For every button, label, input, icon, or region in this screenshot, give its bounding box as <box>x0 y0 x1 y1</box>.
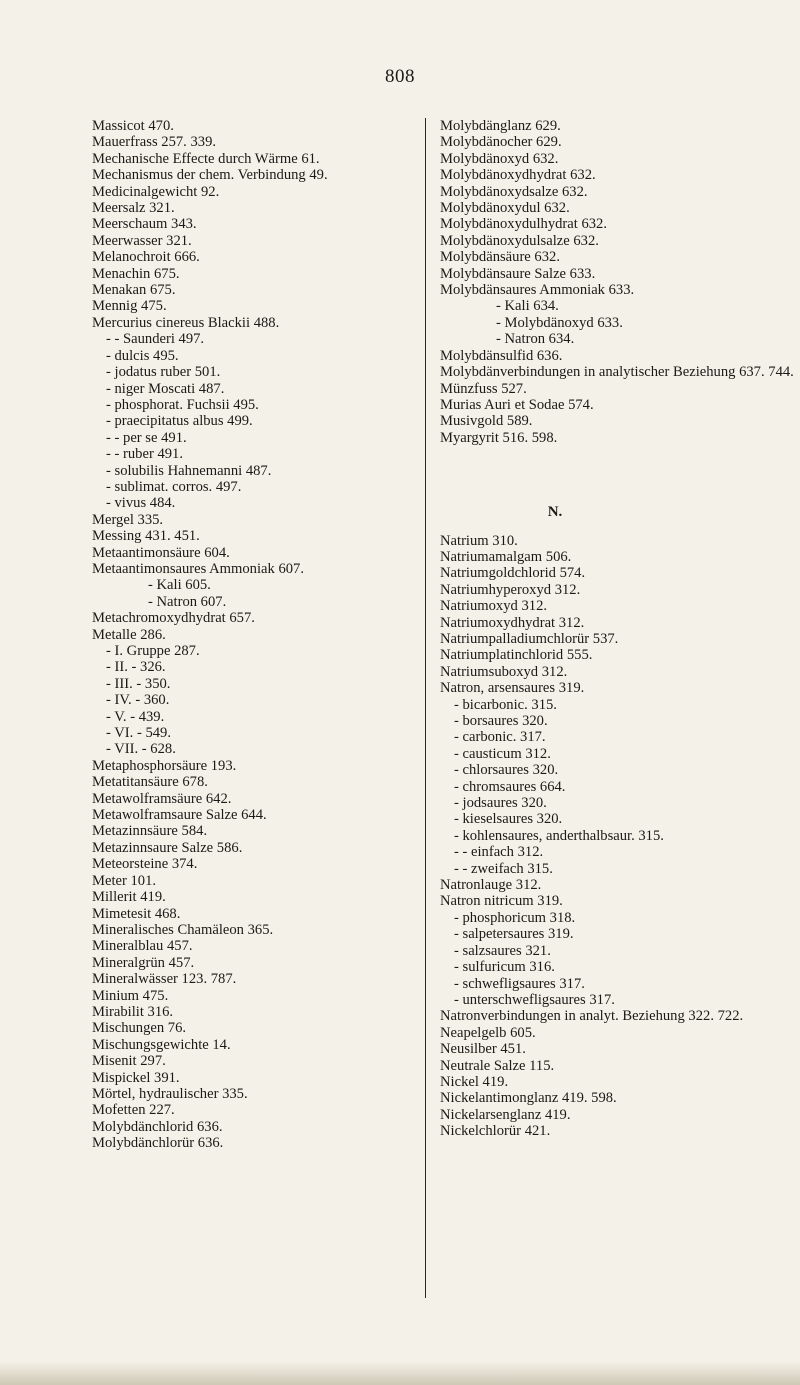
index-column-right <box>440 118 800 1140</box>
index-entry: - kohlensaures, anderthalbsaur. 315. <box>454 827 664 844</box>
index-entry: Metazinnsaure Salze 586. <box>92 839 243 856</box>
page-edge-shadow <box>0 1361 800 1385</box>
index-entry: Murias Auri et Sodae 574. <box>440 396 594 413</box>
index-entry: Nickelarsenglanz 419. <box>440 1106 571 1123</box>
index-entry: - - einfach 312. <box>454 844 544 861</box>
index-entry: - causticum 312. <box>454 745 551 762</box>
index-entry: Molybdänoxydhydrat 632. <box>440 167 596 184</box>
index-entry: Molybdänchlorür 636. <box>92 1135 224 1152</box>
index-entry: Metalle 286. <box>92 626 166 643</box>
index-entry: - - zweifach 315. <box>454 860 553 877</box>
index-entry: Natron, arsensaures 319. <box>440 680 585 697</box>
index-entry: Natriumsuboxyd 312. <box>440 663 568 680</box>
index-entry: Natriumoxydhydrat 312. <box>440 614 585 631</box>
index-entry: Natriumhyperoxyd 312. <box>440 581 581 598</box>
index-section-n <box>440 533 800 1140</box>
index-entry: - III. - 350. <box>106 675 171 692</box>
index-entry: - salpetersaures 319. <box>454 926 574 943</box>
index-column-left <box>92 118 414 1152</box>
index-entry: Metaantimonsaures Ammoniak 607. <box>92 560 304 577</box>
index-entry: - carbonic. 317. <box>454 729 546 746</box>
index-entry: Mergel 335. <box>92 511 164 528</box>
index-entry: - schwefligsaures 317. <box>454 975 585 992</box>
index-entry: Molybdänoxyd 632. <box>440 150 559 167</box>
index-entry: Mirabilit 316. <box>92 1003 174 1020</box>
index-entry: Mauerfrass 257. 339. <box>92 134 217 151</box>
index-entry: Meter 101. <box>92 872 157 889</box>
index-entry: Mischungen 76. <box>92 1020 187 1037</box>
index-entry: - I. Gruppe 287. <box>106 643 200 659</box>
index-entry: - jodsaures 320. <box>454 795 547 812</box>
index-entry: Mechanismus der chem. Verbindung 49. <box>92 167 328 184</box>
index-entry: Natriumplatinchlorid 555. <box>440 647 593 664</box>
index-entry: Molybdänsäure 632. <box>440 249 560 266</box>
index-entry: Mörtel, hydraulischer 335. <box>92 1085 248 1102</box>
index-entry: Münzfuss 527. <box>440 380 527 397</box>
index-entry: - Natron 607. <box>148 593 227 610</box>
index-entry: Molybdänsaure Salze 633. <box>440 265 596 282</box>
index-entry: Natriumgoldchlorid 574. <box>440 565 586 582</box>
index-entry: Mischungsgewichte 14. <box>92 1036 231 1053</box>
index-entry: - Natron 634. <box>496 331 575 348</box>
index-entry: Metaantimonsäure 604. <box>92 544 230 561</box>
index-entry: - IV. - 360. <box>106 692 170 709</box>
index-entry: Mineralwässer 123. 787. <box>92 971 237 988</box>
index-entry: - bicarbonic. 315. <box>454 696 557 713</box>
index-entry: Medicinalgewicht 92. <box>92 183 220 200</box>
index-entry: - sublimat. corros. 497. <box>106 478 242 495</box>
index-entry: Mechanische Effecte durch Wärme 61. <box>92 150 320 167</box>
index-entry: Mineralblau 457. <box>92 938 193 955</box>
index-entry: Mennig 475. <box>92 298 167 315</box>
index-entry: Meerschaum 343. <box>92 216 197 233</box>
index-entry: - salzsaures 321. <box>454 942 551 959</box>
index-entry: Natriumoxyd 312. <box>440 598 548 615</box>
index-entry: Metawolframsaure Salze 644. <box>92 807 267 824</box>
index-entry: - Molybdänoxyd 633. <box>496 314 623 331</box>
index-entry: - II. - 326. <box>106 659 166 676</box>
page-number: 808 <box>385 66 415 87</box>
index-entry: Mimetesit 468. <box>92 905 181 922</box>
index-entry: Millerit 419. <box>92 889 166 906</box>
index-entry: Nickel 419. <box>440 1073 509 1090</box>
column-divider <box>425 118 426 1298</box>
index-entry: Menachin 675. <box>92 265 180 282</box>
index-entry: Meteorsteine 374. <box>92 856 198 873</box>
index-entry: Metawolframsäure 642. <box>92 790 232 807</box>
index-entry: Nickelchlorür 421. <box>440 1123 551 1140</box>
index-entry: - kieselsaures 320. <box>454 811 563 828</box>
index-entry: Molybdänoxydulsalze 632. <box>440 232 599 249</box>
index-entry: Musivgold 589. <box>440 413 533 430</box>
index-entry: Metazinnsäure 584. <box>92 823 208 840</box>
index-entry: Mispickel 391. <box>92 1069 180 1086</box>
index-entry: - chlorsaures 320. <box>454 762 559 779</box>
index-entry: Molybdänchlorid 636. <box>92 1118 223 1135</box>
index-entry: Molybdänverbindungen in analytischer Beziehung 637. 744. <box>440 364 794 381</box>
section-heading-n: N. <box>547 504 563 521</box>
index-section-m <box>440 118 800 446</box>
index-entry: Mercurius cinereus Blackii 488. <box>92 314 280 331</box>
index-entry: - borsaures 320. <box>454 713 548 729</box>
index-entry: - VII. - 628. <box>106 741 176 758</box>
index-entry: Natriumamalgam 506. <box>440 548 572 565</box>
index-entry: - praecipitatus albus 499. <box>106 413 253 430</box>
index-entry: Neapelgelb 605. <box>440 1024 536 1041</box>
index-entry: Meerwasser 321. <box>92 232 192 249</box>
index-entry: Melanochroit 666. <box>92 249 200 266</box>
index-entry: Molybdänoxydsalze 632. <box>440 183 588 200</box>
index-entry: - solubilis Hahnemanni 487. <box>106 462 272 479</box>
index-entry: Neutrale Salze 115. <box>440 1057 555 1074</box>
index-entry: - Kali 605. <box>148 577 211 594</box>
index-entry: - dulcis 495. <box>106 347 179 364</box>
index-entry: - phosphorat. Fuchsii 495. <box>106 396 259 413</box>
index-entry: Myargyrit 516. 598. <box>440 429 558 446</box>
index-entry: Metachromoxydhydrat 657. <box>92 610 255 627</box>
index-entry: Nickelantimonglanz 419. 598. <box>440 1090 617 1107</box>
index-entry: Neusilber 451. <box>440 1041 526 1058</box>
index-entry: Molybdänsulfid 636. <box>440 347 563 364</box>
index-entry: - Kali 634. <box>496 298 559 315</box>
index-entry: Natronverbindungen in analyt. Beziehung 322. 722. <box>440 1008 744 1025</box>
index-entry: Natrium 310. <box>440 532 518 549</box>
index-entry: Molybdänoxydulhydrat 632. <box>440 216 608 233</box>
index-entry: Natron nitricum 319. <box>440 893 563 910</box>
index-entry: Menakan 675. <box>92 282 176 299</box>
index-entry: - - ruber 491. <box>106 446 183 463</box>
index-entry: - jodatus ruber 501. <box>106 364 221 381</box>
index-entry: Natriumpalladiumchlorür 537. <box>440 630 619 647</box>
index-entry: - vivus 484. <box>106 495 176 512</box>
index-entry: - - per se 491. <box>106 429 187 446</box>
index-entry: Molybdänoxydul 632. <box>440 200 570 217</box>
index-entry: - - Saunderi 497. <box>106 331 205 348</box>
index-entry: Mofetten 227. <box>92 1102 175 1119</box>
index-entry: Metatitansäure 678. <box>92 774 208 791</box>
index-entry: Molybdänglanz 629. <box>440 118 561 134</box>
index-entry: Minium 475. <box>92 987 169 1004</box>
index-entry: Natronlauge 312. <box>440 877 542 894</box>
index-entry: Meersalz 321. <box>92 200 175 217</box>
index-entry: - niger Moscati 487. <box>106 380 225 397</box>
index-entry: Molybdänocher 629. <box>440 134 562 151</box>
index-entry: - VI. - 549. <box>106 725 171 742</box>
index-entry: - phosphoricum 318. <box>454 909 576 926</box>
index-entry: Molybdänsaures Ammoniak 633. <box>440 282 635 299</box>
index-entry: - unterschwefligsaures 317. <box>454 991 615 1008</box>
index-entry: - sulfuricum 316. <box>454 959 555 976</box>
index-entry: Messing 431. 451. <box>92 528 200 545</box>
index-entry: Massicot 470. <box>92 118 174 134</box>
index-entry: - chromsaures 664. <box>454 778 566 795</box>
index-entry: Mineralgrün 457. <box>92 954 195 971</box>
index-entry: - V. - 439. <box>106 708 165 725</box>
index-entry: Metaphosphorsäure 193. <box>92 757 237 774</box>
index-entry: Mineralisches Chamäleon 365. <box>92 921 274 938</box>
index-entry: Misenit 297. <box>92 1053 166 1070</box>
